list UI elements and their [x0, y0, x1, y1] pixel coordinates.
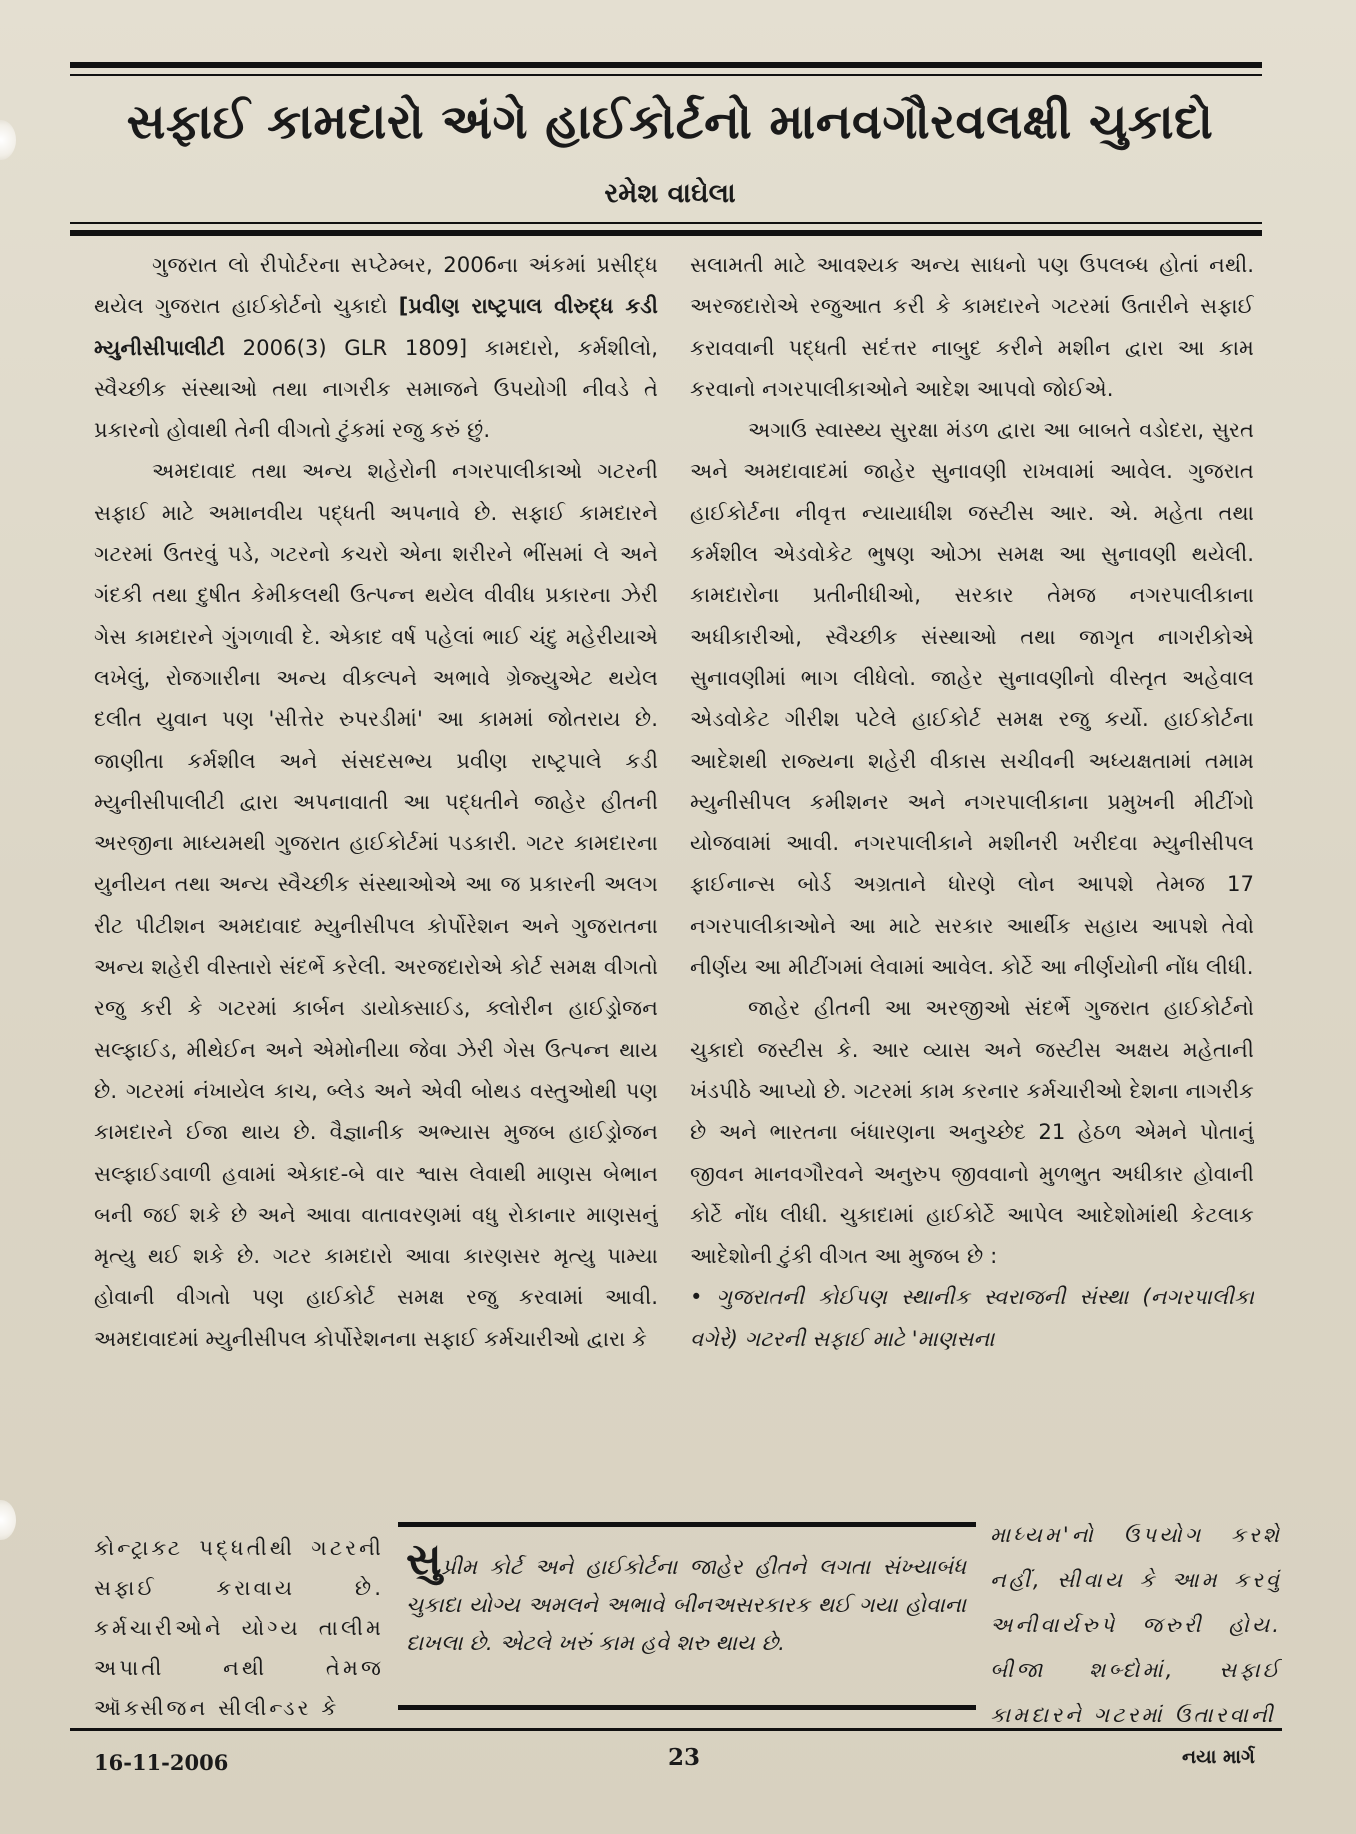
court-order-bullet: • ગુજરાતની કોઈપણ સ્થાનીક સ્વરાજની સંસ્થા (નગરપાલીકા વગેરે) ગટરની સફાઈ માટે 'માણસના: [690, 1284, 1254, 1351]
body-paragraph: અમદાવાદ તથા અન્ય શહેરોની નગરપાલીકાઓ ગટરની સફાઈ માટે અમાનવીય પદ્ધતી અપનાવે છે. સફાઈ કામદારને ગટરમાં ઉતરવું પડે, ગટરનો કચરો એના શરીરને ભીંસમાં લે અને ગંદકી તથા દુષીત કેમીકલથી ઉત્પન્ન થયેલ વીવીધ પ્રકારના ઝેરી ગેસ કામદારને ગુંગળાવી દે. એકાદ વર્ષ પહેલાં ભાઈ ચંદુ મહેરીયાએ લખેલું, રોજગારીના અન્ય વીકલ્પને અભાવે ગ્રેજ્યુએટ થયેલ દલીત યુવાન પણ 'સીત્તેર રુપરડીમાં' આ કામમાં જોતરાય છે. જાણીતા કર્મશીલ અને સંસદસભ્ય પ્રવીણ રાષ્ટ્રપાલે કડી મ્યુનીસીપાલીટી દ્વારા અપનાવાતી આ પદ્ધતીને જાહેર હીતની અરજીના માધ્યમથી ગુજરાત હાઈકોર્ટમાં પડકારી. ગટર કામદારના યુનીયન તથા અન્ય સ્વૈચ્છીક સંસ્થાઓએ આ જ પ્રકારની અલગ રીટ પીટીશન અમદાવાદ મ્યુનીસીપલ કોર્પોરેશન અને ગુજરાતના અન્ય શહેરી વીસ્તારો સંદર્ભે કરેલી. અરજદારોએ કોર્ટ સમક્ષ વીગતો રજુ કરી કે ગટરમાં કાર્બન ડાયોક્સાઈડ, ક્લોરીન હાઈડ્રોજન સલ્ફાઈડ, મીથેઈન અને એમોનીયા જેવા ઝેરી ગેસ ઉત્પન્ન થાય છે. ગટરમાં નંખાયેલ કાચ, બ્લેડ અને એવી બોથડ વસ્તુઓથી પણ કામદારને ઈજા થાય છે. વૈજ્ઞાનીક અભ્યાસ મુજબ હાઈડ્રોજન સલ્ફાઈડવાળી હવામાં એકાદ-બે વાર શ્વાસ લેવાથી માણસ બેભાન બની જઈ શકે છે અને આવા વાતાવરણમાં વધુ રોકાનાર માણસનું મૃત્યુ થઈ શકે છે. ગટર કામદારો આવા કારણસર મૃત્યુ પામ્યા હોવાની વીગતો પણ હાઈકોર્ટ સમક્ષ રજુ કરવામાં આવી. અમદાવાદમાં મ્યુનીસીપલ કોર્પોરેશનના સફાઈ કર્મચારીઓ દ્વારા કે: [94, 458, 658, 1351]
page-number: 23: [668, 1744, 701, 1771]
author-byline: રમેશ વાઘેલા: [604, 178, 736, 209]
pull-quote-body: પ્રીમ કોર્ટ અને હાઈકોર્ટના જાહેર હીતને લગતા સંખ્યાબંધ ચુકાદા યોગ્ય અમલને અભાવે બીનઅસરકારક થઈ ગયા હોવાના દાખલા છે. એટલે ખરું કામ હવે શરુ થાય છે.: [406, 1555, 966, 1656]
right-column: [690, 244, 1254, 1502]
right-continuation: [990, 1512, 1282, 1738]
header-rule-thick: [70, 230, 1262, 236]
footer-rule: [70, 1728, 1282, 1731]
intro-text-b: 2006(3) GLR 1809] કામદારો, કર્મશીલો, સ્વૈચ્છીક સંસ્થાઓ તથા નાગરીક સમાજને ઉપયોગી નીવડે તે પ્રકારનો હોવાથી તેની વીગતો ટુંકમાં રજુ કરું છું.: [94, 334, 658, 443]
header-rule-thin: [70, 222, 1262, 224]
drop-cap: સુ: [406, 1534, 442, 1585]
intro-text-a: ગુજરાત લો રીપોર્ટરના સપ્ટેમ્બર, 2006ના અંકમાં પ્રસીદ્ધ થયેલ ગુજરાત હાઈકોર્ટનો ચુકાદો: [94, 252, 658, 319]
left-continuation: [94, 1528, 384, 1733]
intro-paragraph: [94, 244, 658, 450]
body-paragraph: જાહેર હીતની આ અરજીઓ સંદર્ભે ગુજરાત હાઈકોર્ટનો ચુકાદો જસ્ટીસ કે. આર વ્યાસ અને જસ્ટીસ અક્ષય મહેતાની ખંડપીઠે આપ્યો છે. ગટરમાં કામ કરનાર કર્મચારીઓ દેશના નાગરીક છે અને ભારતના બંધારણના અનુચ્છેદ 21 હેઠળ એમને પોતાનું જીવન માનવગૌરવને અનુરુપ જીવવાનો મુળભુત અધીકાર હોવાની કોર્ટે નોંધ લીધી. ચુકાદામાં હાઈકોર્ટે આપેલ આદેશોમાંથી કેટલાક આદેશોની ટુંકી વીગત આ મુજબ છે :: [690, 995, 1254, 1269]
punch-hole-top: [0, 120, 16, 160]
top-rule-thin: [70, 74, 1262, 76]
pull-quote-text: [406, 1534, 966, 1663]
continuation-text: માધ્યમ'નો ઉપયોગ કરશે નહીં, સીવાય કે આમ કરવું અનીવાર્યરુપે જરુરી હોય. બીજા શબ્દોમાં, સફાઈ કામદારને ગટરમાં ઉતારવાની: [990, 1522, 1282, 1727]
case-citation: [પ્રવીણ રાષ્ટ્રપાલ વીરુદ્ધ કડી મ્યુનીસીપાલીટી: [94, 293, 658, 360]
article-headline: સફાઈ કામદારો અંગે હાઈકોર્ટનો માનવગૌરવલક્ષી ચુકાદો: [126, 94, 1214, 150]
top-rule-thick: [70, 62, 1262, 68]
body-paragraph: અગાઉ સ્વાસ્થ્ય સુરક્ષા મંડળ દ્વારા આ બાબતે વડોદરા, સુરત અને અમદાવાદમાં જાહેર સુનાવણી રાખવામાં આવેલ. ગુજરાત હાઈકોર્ટના નીવૃત્ત ન્યાયાધીશ જસ્ટીસ આર. એ. મહેતા તથા કર્મશીલ એડવોકેટ ભુષણ ઓઝા સમક્ષ આ સુનાવણી થયેલી. કામદારોના પ્રતીનીધીઓ, સરકાર તેમજ નગરપાલીકાના અધીકારીઓ, સ્વૈચ્છીક સંસ્થાઓ તથા જાગૃત નાગરીકોએ સુનાવણીમાં ભાગ લીધેલો. જાહેર સુનાવણીનો વીસ્તૃત અહેવાલ એડવોકેટ ગીરીશ પટેલે હાઈકોર્ટ સમક્ષ રજુ કર્યો. હાઈકોર્ટના આદેશથી રાજ્યના શહેરી વીકાસ સચીવની અધ્યક્ષતામાં તમામ મ્યુનીસીપલ કમીશનર અને નગરપાલીકાના પ્રમુખની મીટીંગો યોજવામાં આવી. નગરપાલીકાને મશીનરી ખરીદવા મ્યુનીસીપલ ફાઈનાન્સ બોર્ડ અગ્રતાને ધોરણે લોન આપશે તેમજ 17 નગરપાલીકાઓને આ માટે સરકાર આર્થીક સહાય આપશે તેવો નીર્ણય આ મીટીંગમાં લેવામાં આવેલ. કોર્ટે આ નીર્ણયોની નોંધ લીધી.: [690, 417, 1254, 980]
continuation-text: કોન્ટ્રાક્ટ પદ્ધતીથી ગટરની સફાઈ કરાવાય છે. કર્મચારીઓને યોગ્ય તાલીમ અપાતી નથી તેમજ ઑક્સીજન સીલીન્ડર કે: [94, 1535, 384, 1720]
punch-hole-bottom: [0, 1500, 16, 1540]
issue-date: 16-11-2006: [94, 1750, 229, 1775]
magazine-name: નયા માર્ગ: [1182, 1746, 1255, 1768]
pull-quote: [398, 1522, 976, 1710]
left-column: [94, 244, 658, 1510]
body-paragraph: સલામતી માટે આવશ્યક અન્ય સાધનો પણ ઉપલબ્ધ હોતાં નથી. અરજદારોએ રજુઆત કરી કે કામદારને ગટરમાં ઉતારીને સફાઈ કરાવવાની પદ્ધતી સદંત્તર નાબુદ કરીને મશીન દ્વારા આ કામ કરવાનો નગરપાલીકાઓને આદેશ આપવો જોઈએ.: [690, 252, 1254, 401]
